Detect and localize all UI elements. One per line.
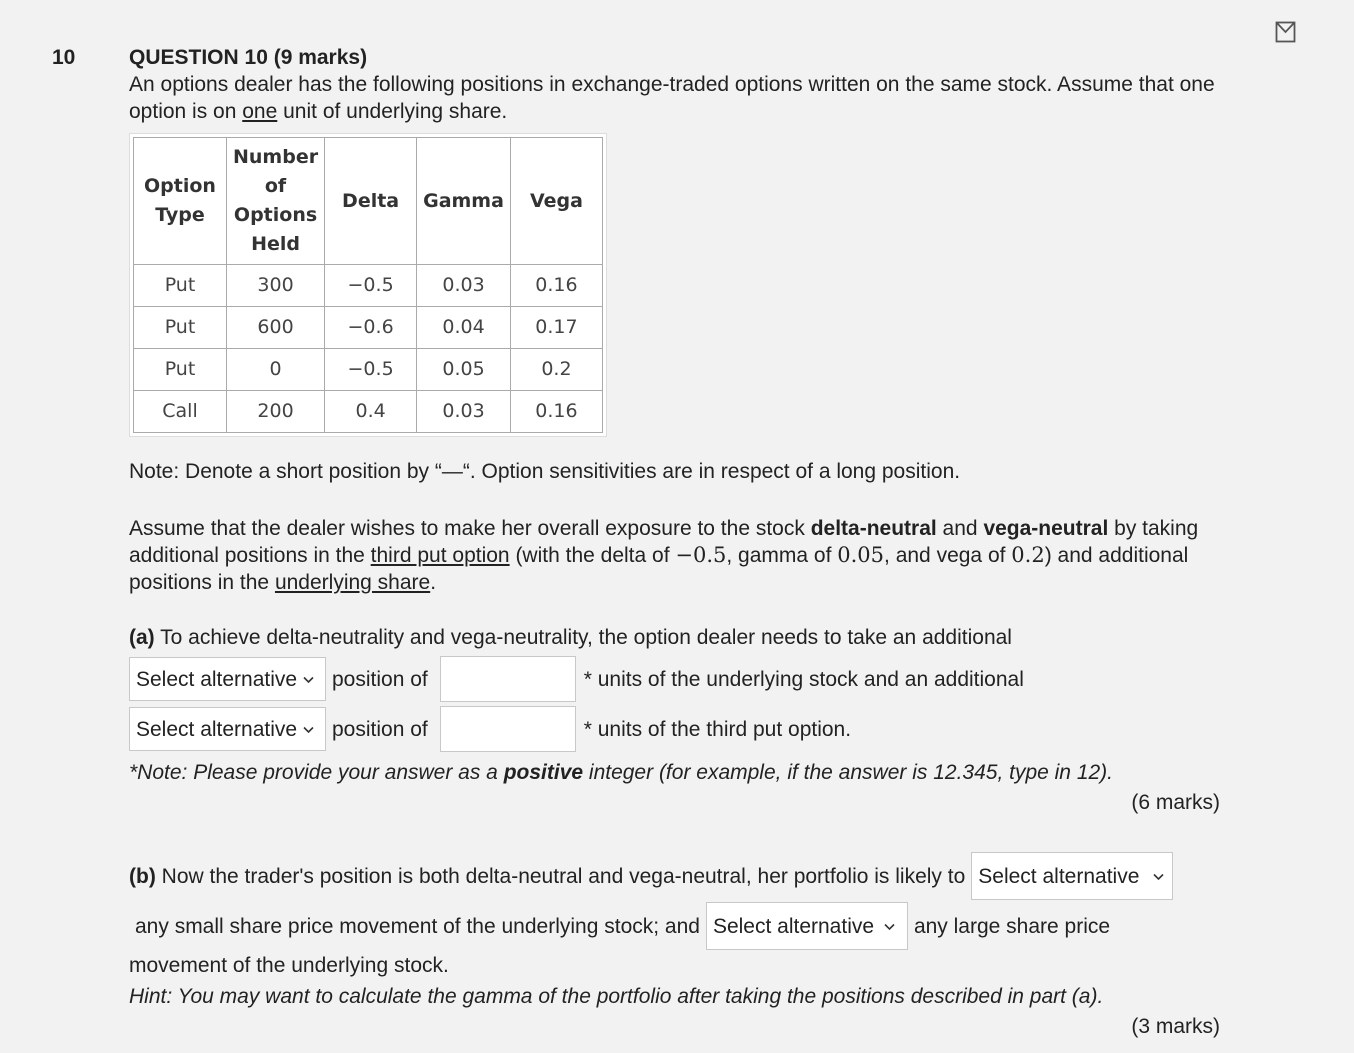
underlying-units-input[interactable]	[440, 656, 576, 702]
cell-number: 200	[227, 391, 325, 433]
answer-format-note: *Note: Please provide your answer as a positive integer (for example, if the answer is 12.345, type in 12).	[129, 761, 1114, 784]
chevron-down-icon	[884, 921, 895, 932]
cell-number: 300	[227, 265, 325, 307]
cell-vega: 0.17	[510, 307, 602, 349]
options-table	[133, 137, 603, 433]
underlying-units-suffix: * units of the underlying stock and an additional	[583, 667, 1024, 691]
position-type-select-2[interactable]: Select alternative	[129, 707, 326, 751]
chevron-down-icon	[303, 674, 314, 685]
put-units-suffix: * units of the third put option.	[583, 717, 852, 741]
options-table-wrapper	[129, 133, 607, 437]
large-move-select[interactable]: Select alternative	[706, 902, 908, 950]
chevron-down-icon	[1153, 871, 1164, 882]
table-row	[134, 265, 603, 307]
cell-gamma: 0.04	[417, 307, 511, 349]
question-number: 10	[52, 46, 76, 69]
question-body	[129, 44, 1229, 1040]
flag-icon[interactable]	[1275, 21, 1296, 43]
cell-number: 0	[227, 349, 325, 391]
cell-type: Put	[134, 265, 227, 307]
position-type-select-1[interactable]: Select alternative	[129, 657, 326, 701]
cell-gamma: 0.05	[417, 349, 511, 391]
cell-delta: −0.6	[325, 307, 417, 349]
cell-vega: 0.16	[510, 265, 602, 307]
note-text: Note: Denote a short position by “—“. Option sensitivities are in respect of a long position.	[129, 460, 961, 483]
header-delta: Delta	[325, 138, 417, 265]
table-row	[134, 349, 603, 391]
cell-type: Call	[134, 391, 227, 433]
cell-vega: 0.16	[510, 391, 602, 433]
cell-delta: −0.5	[325, 349, 417, 391]
cell-type: Put	[134, 307, 227, 349]
cell-delta: −0.5	[325, 265, 417, 307]
cell-number: 600	[227, 307, 325, 349]
header-vega: Vega	[510, 138, 602, 265]
part-b-prompt: (b) Now the trader's position is both delta-neutral and vega-neutral, her portfolio is likely to	[129, 864, 966, 888]
cell-gamma: 0.03	[417, 391, 511, 433]
part-a-row-1	[129, 657, 1229, 701]
part-b-row-1	[129, 852, 1229, 900]
part-b-marks: (3 marks)	[1131, 1015, 1220, 1038]
table-row	[134, 307, 603, 349]
part-b-small-move-text: any small share price movement of the underlying stock; and	[135, 914, 700, 938]
small-move-select[interactable]: Select alternative	[971, 852, 1173, 900]
chevron-down-icon	[303, 724, 314, 735]
cell-gamma: 0.03	[417, 265, 511, 307]
question-intro: An options dealer has the following positions in exchange-traded options written on the same stock. Assume that one option is on one unit of underlying share.	[129, 73, 1215, 123]
part-a-marks: (6 marks)	[1131, 791, 1220, 814]
part-b-hint: Hint: You may want to calculate the gamma of the portfolio after taking the positions described in part (a).	[129, 985, 1104, 1008]
header-gamma: Gamma	[417, 138, 511, 265]
cell-type: Put	[134, 349, 227, 391]
question-title: QUESTION 10 (9 marks)	[129, 46, 368, 69]
part-b-large-move-text: any large share price	[913, 914, 1111, 938]
part-a-prompt: (a) To achieve delta-neutrality and vega-neutrality, the option dealer needs to take an additional	[129, 626, 1012, 649]
put-units-input[interactable]	[440, 706, 576, 752]
part-a-row-2	[129, 707, 1229, 751]
table-header-row	[134, 138, 603, 265]
table-row	[134, 391, 603, 433]
cell-vega: 0.2	[510, 349, 602, 391]
header-option-type: Option Type	[134, 138, 227, 265]
part-b-row-2	[129, 902, 1229, 950]
position-of-label: position of	[332, 717, 428, 741]
cell-delta: 0.4	[325, 391, 417, 433]
part-b-end-text: movement of the underlying stock.	[129, 954, 449, 977]
position-of-label: position of	[332, 667, 428, 691]
assumption-paragraph: Assume that the dealer wishes to make her overall exposure to the stock delta-neutral and vega-neutral by taking additional positions in the third put option (with the delta of −0.5, gamma of 0.05, and vega of 0.2) and additional positions in the underlying share.	[129, 517, 1199, 594]
header-number-held: Number of Options Held	[227, 138, 325, 265]
